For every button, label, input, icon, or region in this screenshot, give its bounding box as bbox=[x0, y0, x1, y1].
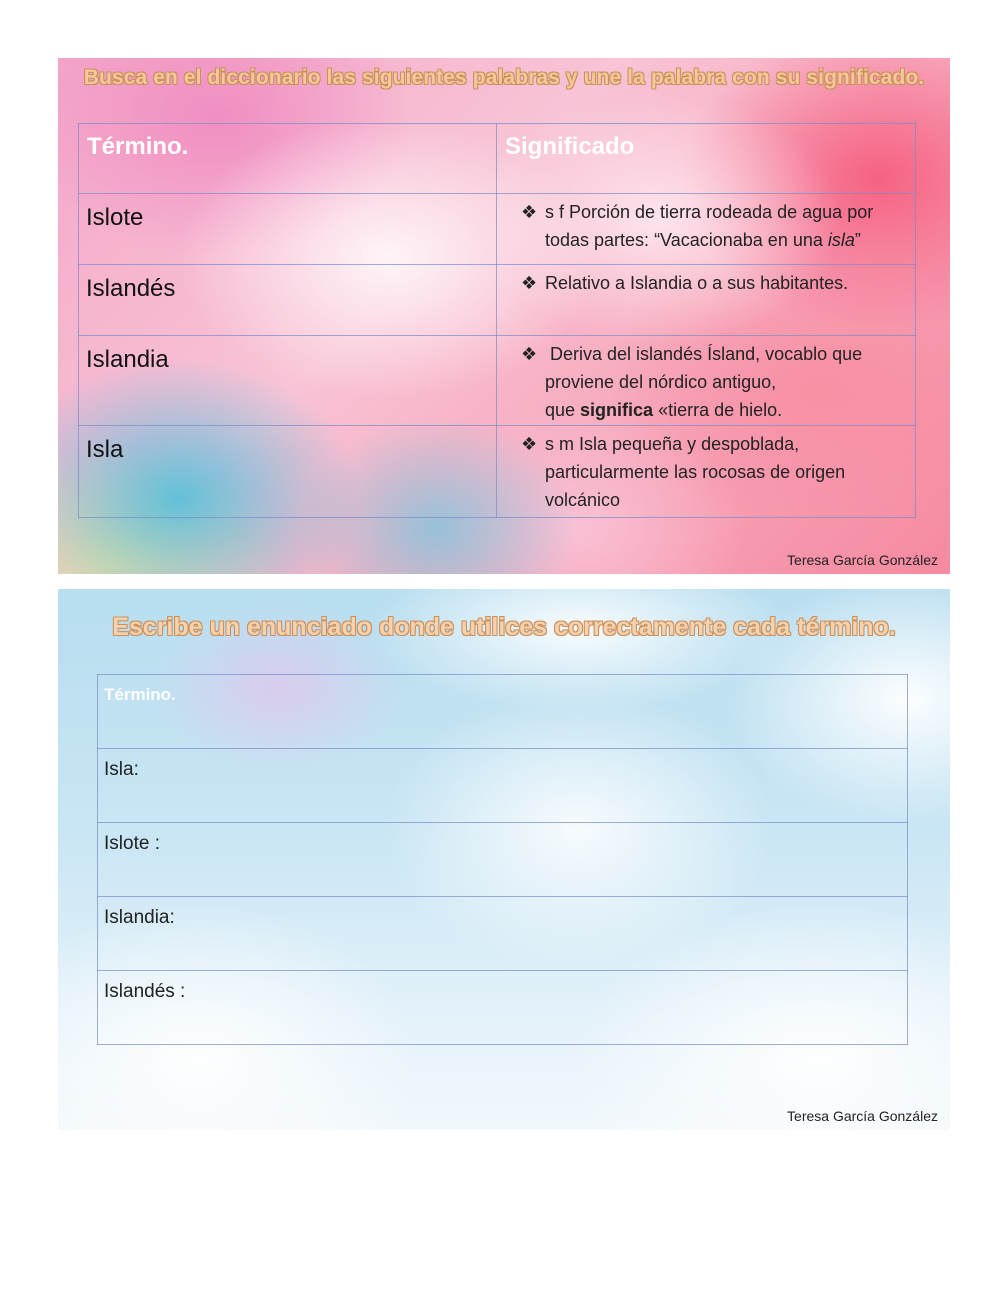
table-header-row bbox=[98, 675, 908, 749]
meaning-cell bbox=[497, 336, 916, 426]
dictionary-slide bbox=[58, 58, 950, 574]
author-credit: Teresa García González bbox=[787, 1108, 938, 1124]
writing-table bbox=[97, 674, 908, 1045]
table-row bbox=[98, 897, 908, 971]
meaning-line: particularmente las rocosas de origen bbox=[545, 462, 846, 482]
answer-cell-islandia[interactable]: Islandia: bbox=[98, 897, 908, 971]
term-column-header: Término. bbox=[79, 124, 497, 194]
table-row bbox=[79, 426, 916, 518]
meaning-line: s m Isla pequeña y despoblada, bbox=[545, 434, 800, 454]
meaning-cell bbox=[497, 265, 916, 336]
writing-slide bbox=[58, 589, 950, 1130]
term-cell: Islandia bbox=[79, 336, 497, 426]
meaning-line: volcánico bbox=[545, 490, 621, 510]
term-cell: Islote bbox=[79, 194, 497, 265]
meaning-line: s f Porción de tierra rodeada de agua por bbox=[545, 202, 874, 222]
bullet-icon: ❖ bbox=[521, 202, 538, 222]
term-cell: Islandés bbox=[79, 265, 497, 336]
answer-cell-islote[interactable]: Islote : bbox=[98, 823, 908, 897]
table-header-row bbox=[79, 124, 916, 194]
answer-cell-isla[interactable]: Isla: bbox=[98, 749, 908, 823]
slide1-title: Busca en el diccionario las siguientes palabras y une la palabra con su significado. bbox=[83, 66, 925, 89]
table-row bbox=[98, 749, 908, 823]
meaning-line: Relativo a Islandia o a sus habitantes. bbox=[545, 273, 849, 293]
bullet-icon: ❖ bbox=[521, 434, 538, 454]
table-row bbox=[98, 971, 908, 1045]
bullet-icon: ❖ bbox=[521, 273, 538, 293]
meaning-line: que significa «tierra de hielo. bbox=[545, 400, 783, 420]
meaning-line: Deriva del islandés Ísland, vocablo que bbox=[545, 344, 863, 364]
meaning-cell bbox=[497, 426, 916, 518]
meaning-line: todas partes: “Vacacionaba en una isla” bbox=[545, 230, 861, 250]
emphasis-word: isla bbox=[827, 230, 855, 250]
term-column-header: Término. bbox=[98, 675, 908, 749]
slide2-title: Escribe un enunciado donde utilices correctamente cada término. bbox=[112, 613, 896, 641]
table-row bbox=[79, 265, 916, 336]
answer-cell-islandes[interactable]: Islandés : bbox=[98, 971, 908, 1045]
emphasis-word: significa bbox=[580, 400, 654, 420]
bullet-icon: ❖ bbox=[521, 344, 538, 364]
author-credit: Teresa García González bbox=[787, 552, 938, 568]
meaning-cell bbox=[497, 194, 916, 265]
term-cell: Isla bbox=[79, 426, 497, 518]
table-row bbox=[79, 336, 916, 426]
meaning-column-header: Significado bbox=[497, 124, 916, 194]
dictionary-table bbox=[78, 123, 916, 518]
table-row bbox=[98, 823, 908, 897]
meaning-line: proviene del nórdico antiguo, bbox=[545, 372, 777, 392]
table-row bbox=[79, 194, 916, 265]
